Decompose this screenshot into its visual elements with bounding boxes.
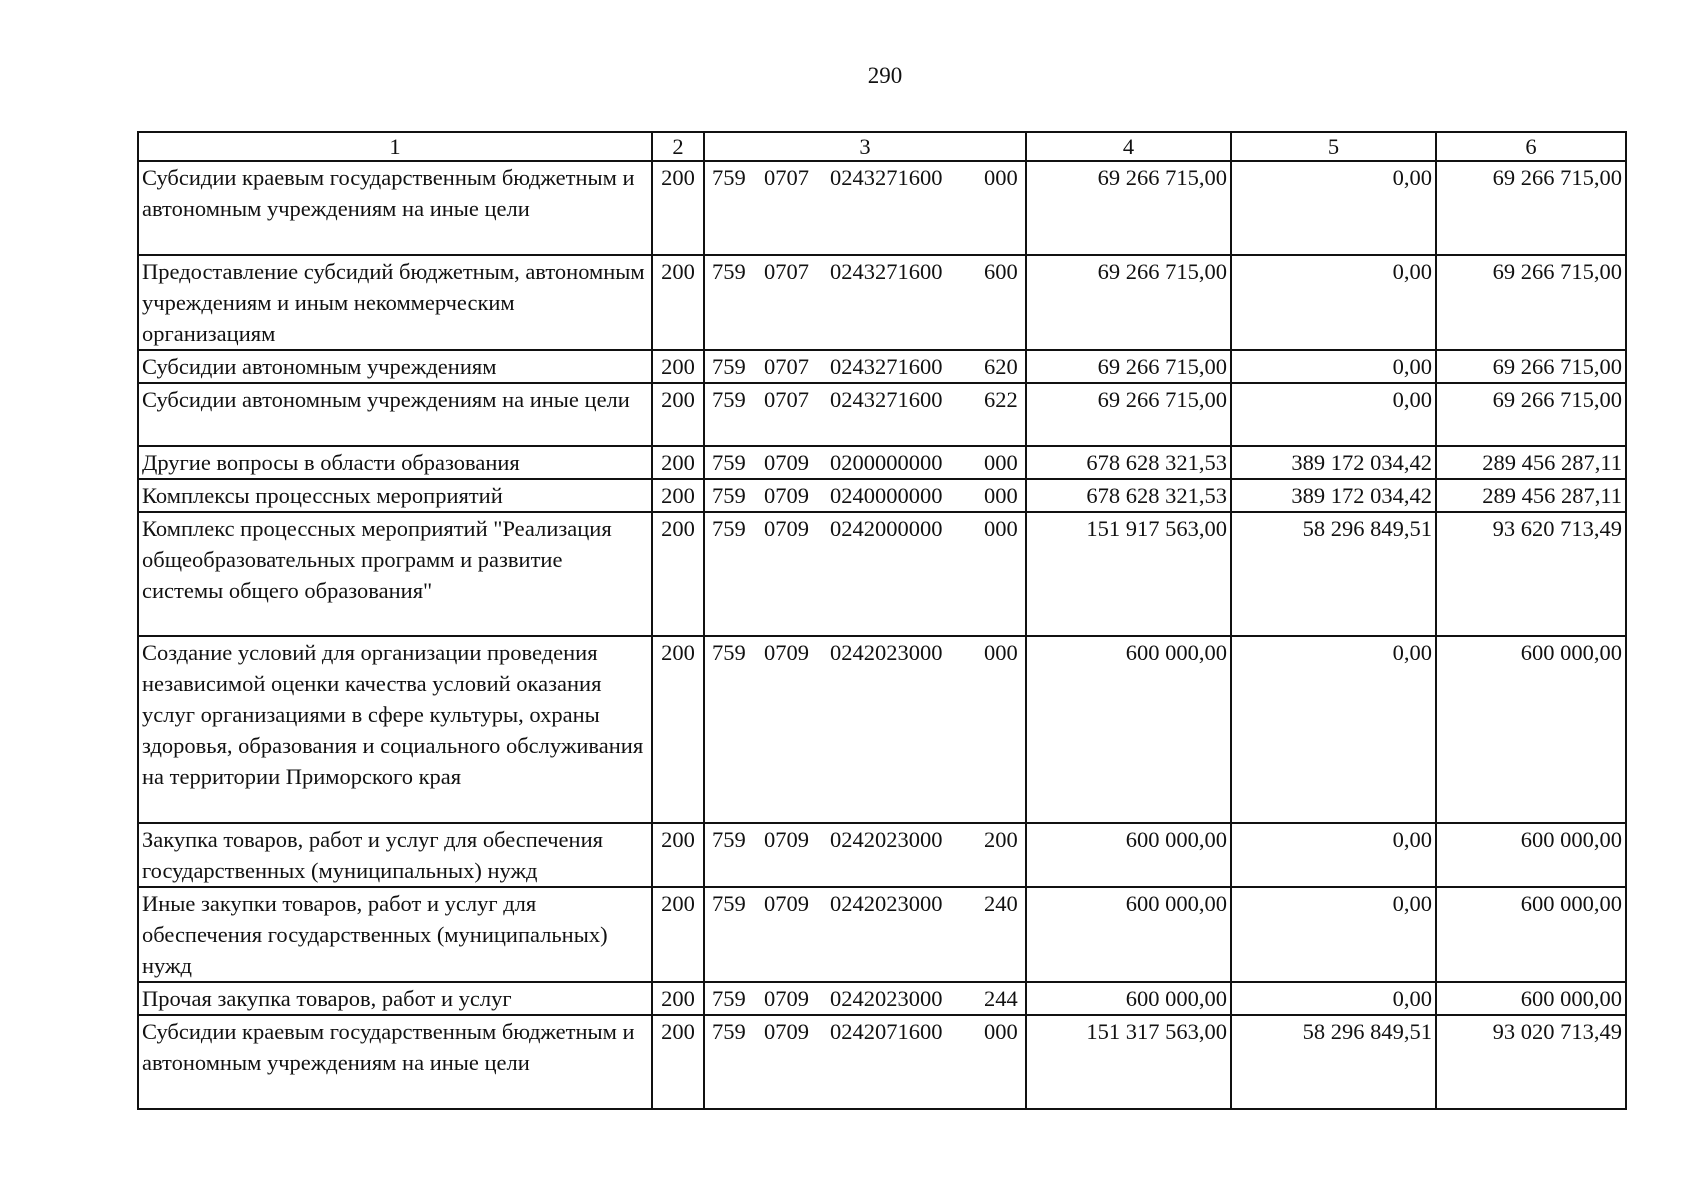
table-row	[138, 982, 1626, 1015]
code-expense-type: 240	[984, 891, 1018, 916]
classification-codes	[704, 982, 1026, 1015]
value-col6: 600 000,00	[1436, 823, 1626, 887]
value-col5: 0,00	[1231, 350, 1436, 383]
code-section: 0707	[764, 165, 809, 190]
code-ministry: 759	[712, 640, 746, 665]
code-ministry: 759	[712, 387, 746, 412]
row-name: Субсидии автономным учреждениям	[138, 350, 652, 383]
value-col6: 289 456 287,11	[1436, 446, 1626, 479]
code-section: 0709	[764, 516, 809, 541]
row-name: Закупка товаров, работ и услуг для обеспечения государственных (муниципальных) нужд	[138, 823, 652, 887]
value-col4: 678 628 321,53	[1026, 479, 1231, 512]
classification-codes	[704, 161, 1026, 255]
value-col5: 0,00	[1231, 383, 1436, 446]
value-col6: 600 000,00	[1436, 636, 1626, 823]
classification-codes	[704, 887, 1026, 982]
admin-code: 200	[652, 383, 704, 446]
code-target: 0200000000	[830, 450, 943, 475]
code-section: 0707	[764, 259, 809, 284]
table-row	[138, 887, 1626, 982]
column-header: 5	[1231, 132, 1436, 161]
code-expense-type: 200	[984, 827, 1018, 852]
table-row	[138, 383, 1626, 446]
classification-codes	[704, 512, 1026, 636]
code-section: 0709	[764, 986, 809, 1011]
code-ministry: 759	[712, 259, 746, 284]
code-ministry: 759	[712, 450, 746, 475]
code-target: 0242000000	[830, 516, 943, 541]
value-col6: 93 020 713,49	[1436, 1015, 1626, 1109]
code-expense-type: 000	[984, 640, 1018, 665]
row-name: Субсидии краевым государственным бюджетным и автономным учреждениям на иные цели	[138, 1015, 652, 1109]
table-row	[138, 512, 1626, 636]
value-col4: 600 000,00	[1026, 887, 1231, 982]
column-header: 6	[1436, 132, 1626, 161]
value-col5: 0,00	[1231, 982, 1436, 1015]
value-col4: 678 628 321,53	[1026, 446, 1231, 479]
column-header: 4	[1026, 132, 1231, 161]
row-name: Другие вопросы в области образования	[138, 446, 652, 479]
row-name: Предоставление субсидий бюджетным, автономным учреждениям и иным некоммерческим организациям	[138, 255, 652, 350]
code-section: 0709	[764, 1019, 809, 1044]
classification-codes	[704, 255, 1026, 350]
code-section: 0709	[764, 891, 809, 916]
code-expense-type: 000	[984, 1019, 1018, 1044]
code-expense-type: 000	[984, 516, 1018, 541]
admin-code: 200	[652, 350, 704, 383]
code-section: 0709	[764, 827, 809, 852]
value-col6: 600 000,00	[1436, 887, 1626, 982]
table-row	[138, 1015, 1626, 1109]
admin-code: 200	[652, 887, 704, 982]
classification-codes	[704, 1015, 1026, 1109]
value-col4: 69 266 715,00	[1026, 383, 1231, 446]
row-name: Иные закупки товаров, работ и услуг для обеспечения государственных (муниципальных) нужд	[138, 887, 652, 982]
code-ministry: 759	[712, 891, 746, 916]
admin-code: 200	[652, 823, 704, 887]
value-col5: 389 172 034,42	[1231, 479, 1436, 512]
value-col6: 93 620 713,49	[1436, 512, 1626, 636]
row-name: Прочая закупка товаров, работ и услуг	[138, 982, 652, 1015]
code-section: 0707	[764, 387, 809, 412]
code-ministry: 759	[712, 165, 746, 190]
value-col5: 389 172 034,42	[1231, 446, 1436, 479]
code-ministry: 759	[712, 483, 746, 508]
table-row	[138, 446, 1626, 479]
code-expense-type: 620	[984, 354, 1018, 379]
classification-codes	[704, 823, 1026, 887]
classification-codes	[704, 350, 1026, 383]
value-col4: 600 000,00	[1026, 982, 1231, 1015]
table-row	[138, 350, 1626, 383]
classification-codes	[704, 446, 1026, 479]
value-col5: 58 296 849,51	[1231, 512, 1436, 636]
admin-code: 200	[652, 1015, 704, 1109]
value-col4: 151 317 563,00	[1026, 1015, 1231, 1109]
code-ministry: 759	[712, 986, 746, 1011]
code-expense-type: 244	[984, 986, 1018, 1011]
code-ministry: 759	[712, 827, 746, 852]
table-header-row	[138, 132, 1626, 161]
classification-codes	[704, 479, 1026, 512]
value-col4: 69 266 715,00	[1026, 255, 1231, 350]
code-ministry: 759	[712, 1019, 746, 1044]
table-row	[138, 161, 1626, 255]
code-target: 0242023000	[830, 891, 943, 916]
value-col6: 600 000,00	[1436, 982, 1626, 1015]
code-section: 0709	[764, 640, 809, 665]
row-name: Субсидии автономным учреждениям на иные цели	[138, 383, 652, 446]
code-ministry: 759	[712, 516, 746, 541]
admin-code: 200	[652, 255, 704, 350]
value-col5: 0,00	[1231, 636, 1436, 823]
row-name: Субсидии краевым государственным бюджетным и автономным учреждениям на иные цели	[138, 161, 652, 255]
value-col4: 600 000,00	[1026, 823, 1231, 887]
value-col5: 0,00	[1231, 255, 1436, 350]
code-expense-type: 000	[984, 450, 1018, 475]
value-col4: 600 000,00	[1026, 636, 1231, 823]
value-col4: 69 266 715,00	[1026, 350, 1231, 383]
code-target: 0243271600	[830, 387, 943, 412]
table-row	[138, 255, 1626, 350]
code-expense-type: 000	[984, 483, 1018, 508]
classification-codes	[704, 636, 1026, 823]
value-col6: 69 266 715,00	[1436, 383, 1626, 446]
code-section: 0707	[764, 354, 809, 379]
code-section: 0709	[764, 450, 809, 475]
row-name: Комплекс процессных мероприятий "Реализация общеобразовательных программ и развитие системы общего образования"	[138, 512, 652, 636]
value-col5: 0,00	[1231, 887, 1436, 982]
value-col4: 151 917 563,00	[1026, 512, 1231, 636]
value-col4: 69 266 715,00	[1026, 161, 1231, 255]
code-expense-type: 600	[984, 259, 1018, 284]
table-row	[138, 823, 1626, 887]
code-target: 0242071600	[830, 1019, 943, 1044]
value-col5: 58 296 849,51	[1231, 1015, 1436, 1109]
code-target: 0242023000	[830, 986, 943, 1011]
value-col6: 69 266 715,00	[1436, 161, 1626, 255]
code-target: 0243271600	[830, 165, 943, 190]
classification-codes	[704, 383, 1026, 446]
admin-code: 200	[652, 636, 704, 823]
value-col6: 289 456 287,11	[1436, 479, 1626, 512]
code-target: 0242023000	[830, 640, 943, 665]
column-header: 1	[138, 132, 652, 161]
row-name: Создание условий для организации проведения независимой оценки качества условий оказания услуг организациями в сфере культуры, охраны здоровья, образования и социального обслуживания на территории Приморского края	[138, 636, 652, 823]
code-target: 0243271600	[830, 259, 943, 284]
page-number: 290	[867, 63, 903, 88]
column-header: 2	[652, 132, 704, 161]
admin-code: 200	[652, 982, 704, 1015]
column-header: 3	[704, 132, 1026, 161]
code-target: 0243271600	[830, 354, 943, 379]
admin-code: 200	[652, 161, 704, 255]
budget-table	[137, 131, 1627, 1110]
value-col5: 0,00	[1231, 823, 1436, 887]
admin-code: 200	[652, 512, 704, 636]
code-target: 0242023000	[830, 827, 943, 852]
value-col6: 69 266 715,00	[1436, 350, 1626, 383]
code-target: 0240000000	[830, 483, 943, 508]
value-col5: 0,00	[1231, 161, 1436, 255]
value-col6: 69 266 715,00	[1436, 255, 1626, 350]
table-row	[138, 479, 1626, 512]
table-row	[138, 636, 1626, 823]
code-expense-type: 000	[984, 165, 1018, 190]
code-ministry: 759	[712, 354, 746, 379]
row-name: Комплексы процессных мероприятий	[138, 479, 652, 512]
admin-code: 200	[652, 479, 704, 512]
admin-code: 200	[652, 446, 704, 479]
code-expense-type: 622	[984, 387, 1018, 412]
code-section: 0709	[764, 483, 809, 508]
